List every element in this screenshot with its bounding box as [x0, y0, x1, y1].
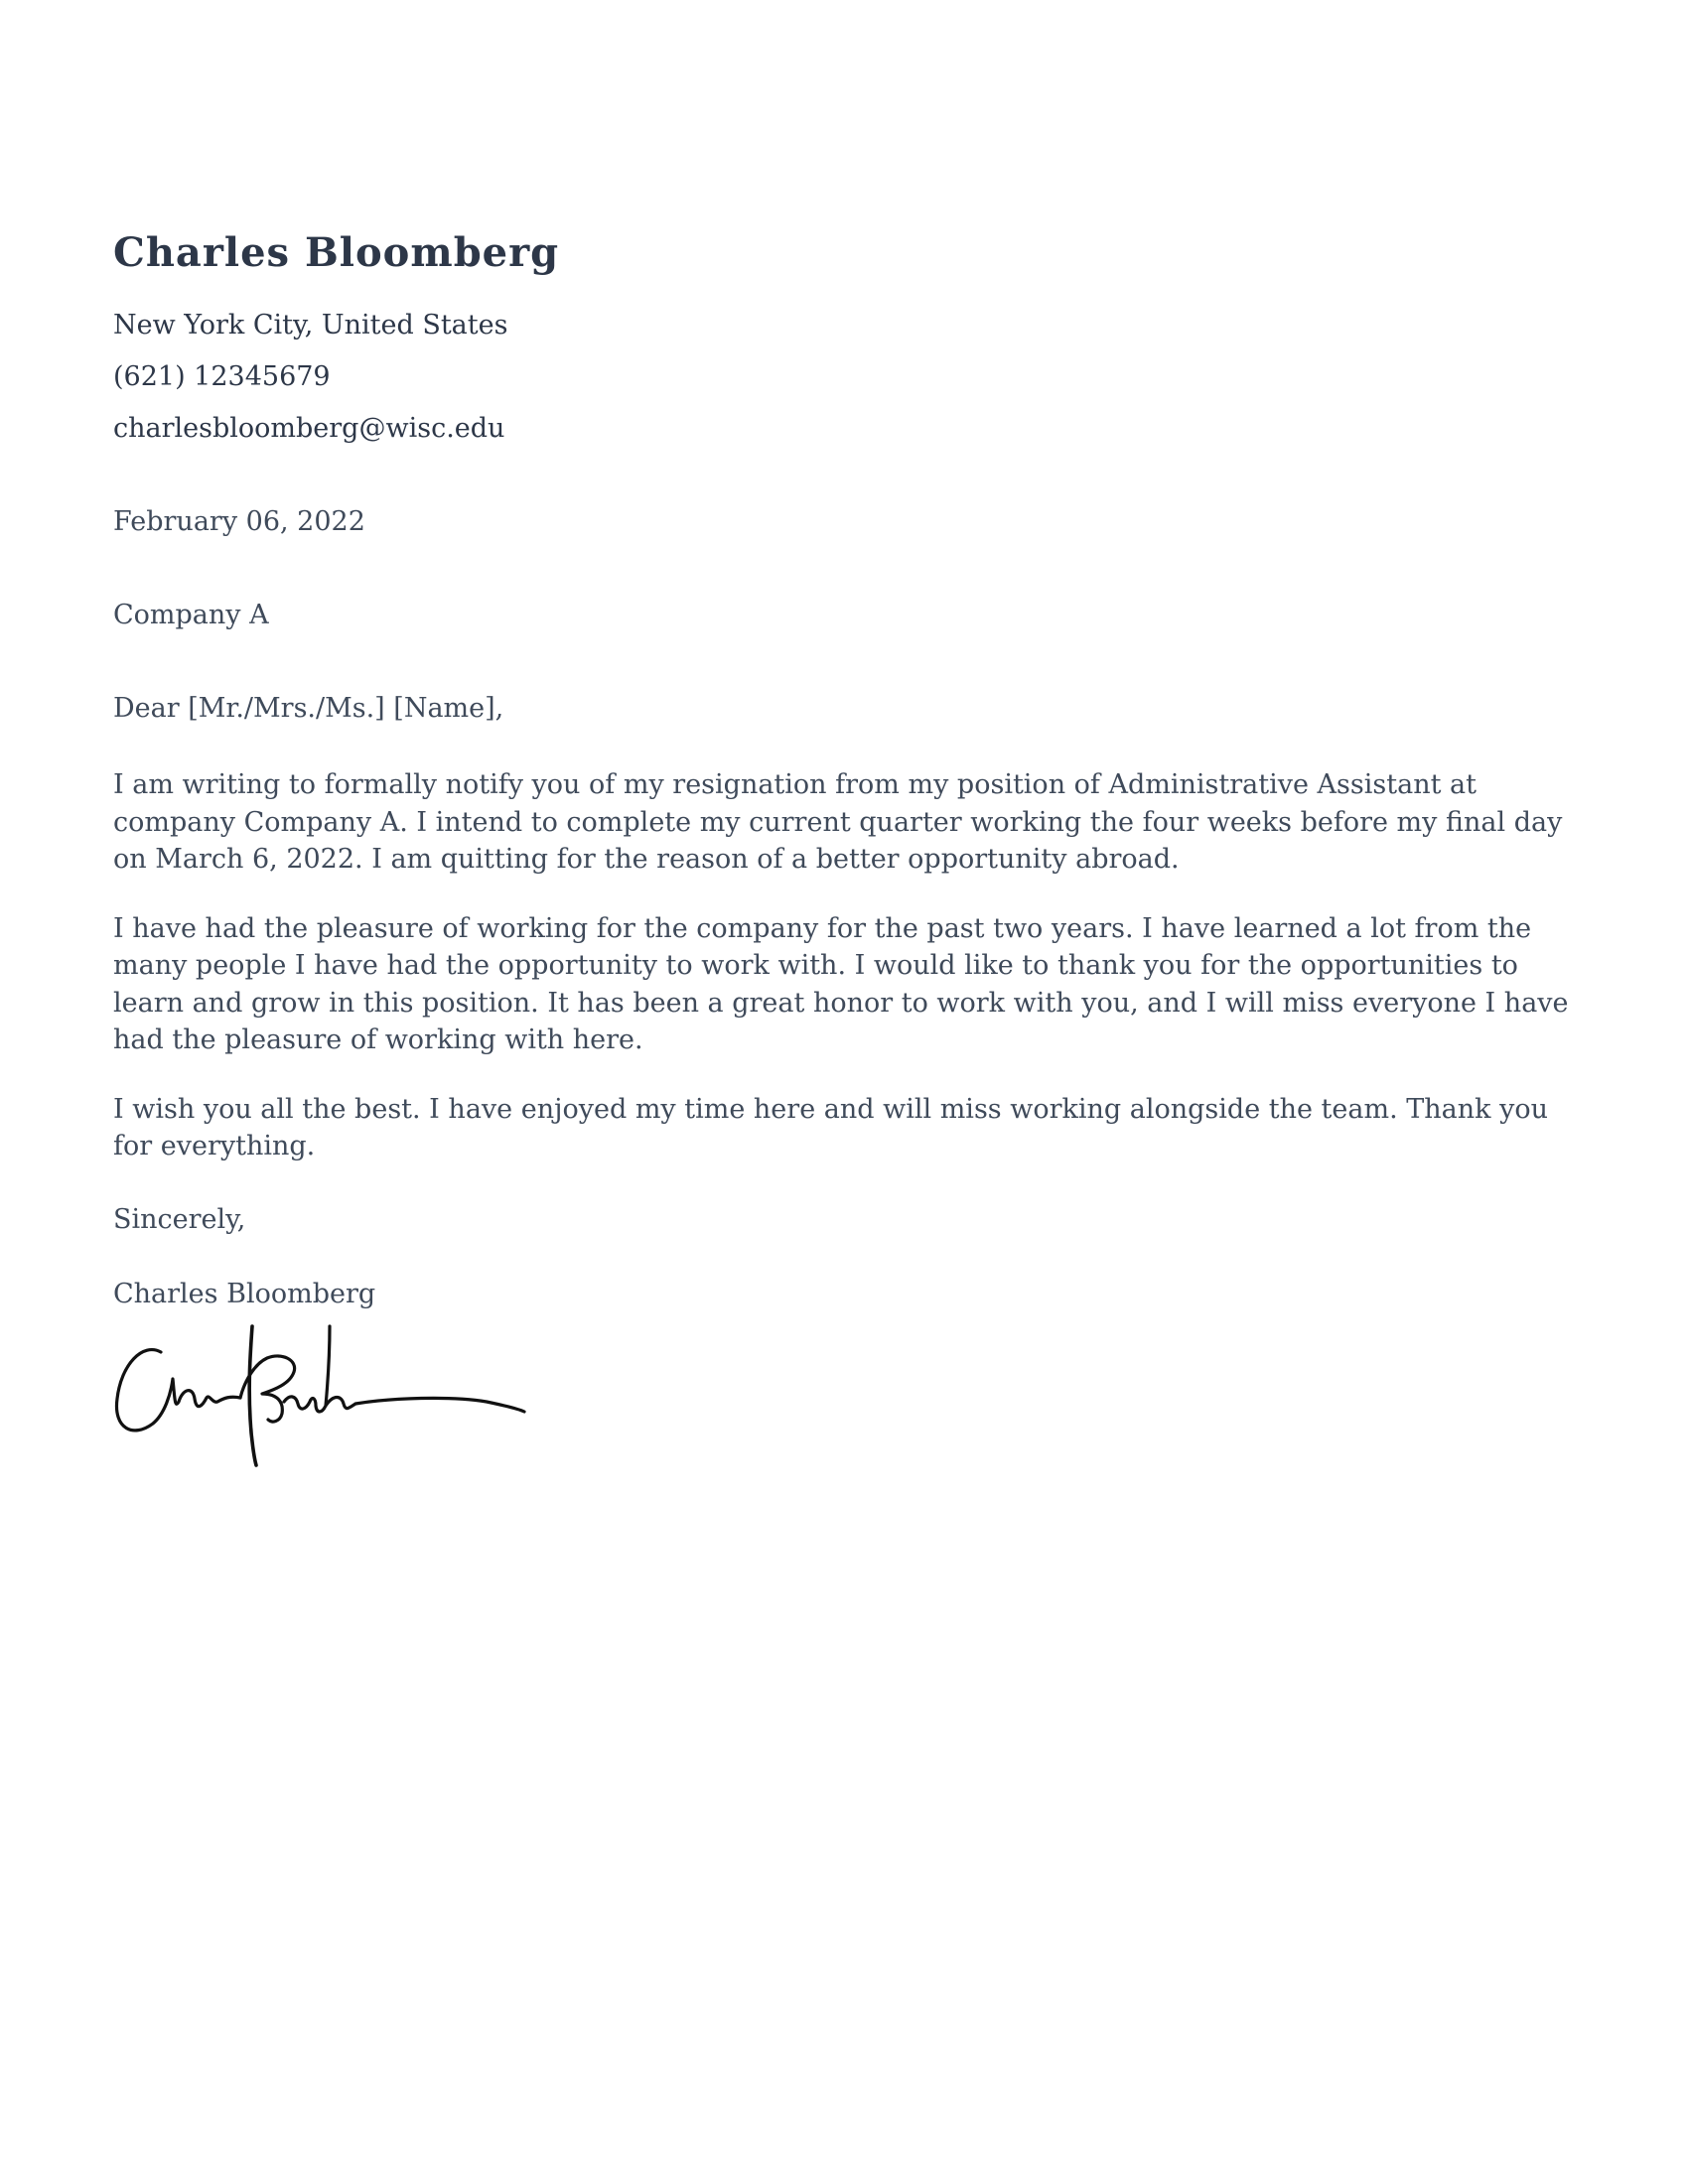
letter-date: February 06, 2022	[113, 506, 365, 537]
body-paragraph-3: I wish you all the best. I have enjoyed my time here and will miss working alongside the team. Thank you for everything.	[113, 1093, 1548, 1161]
sender-location: New York City, United States	[113, 310, 508, 341]
recipient-company: Company A	[113, 600, 269, 630]
signature-icon	[113, 1324, 530, 1473]
sender-email: charlesbloomberg@wisc.edu	[113, 413, 505, 444]
salutation: Dear [Mr./Mrs./Ms.] [Name],	[113, 693, 504, 724]
body-paragraph-2: I have had the pleasure of working for the company for the past two years. I have learned a lot from the many people I have had the opportunity to work with. I would like to thank you for the opportunities to learn and grow in this position. It has been a great honor to work with you, and I will miss everyone I have had the pleasure of working with here.	[113, 912, 1569, 1055]
letter-page	[113, 224, 1583, 1473]
signed-name: Charles Bloomberg	[113, 1278, 376, 1309]
sender-phone: (621) 12345679	[113, 361, 331, 392]
closing: Sincerely,	[113, 1203, 246, 1235]
body-paragraph-1: I am writing to formally notify you of my resignation from my position of Administrative Assistant at company Company A. I intend to complete my current quarter working the four weeks before my final day on March 6, 2022. I am quitting for the reason of a better opportunity abroad.	[113, 769, 1563, 875]
sender-name: Charles Bloomberg	[113, 229, 560, 276]
